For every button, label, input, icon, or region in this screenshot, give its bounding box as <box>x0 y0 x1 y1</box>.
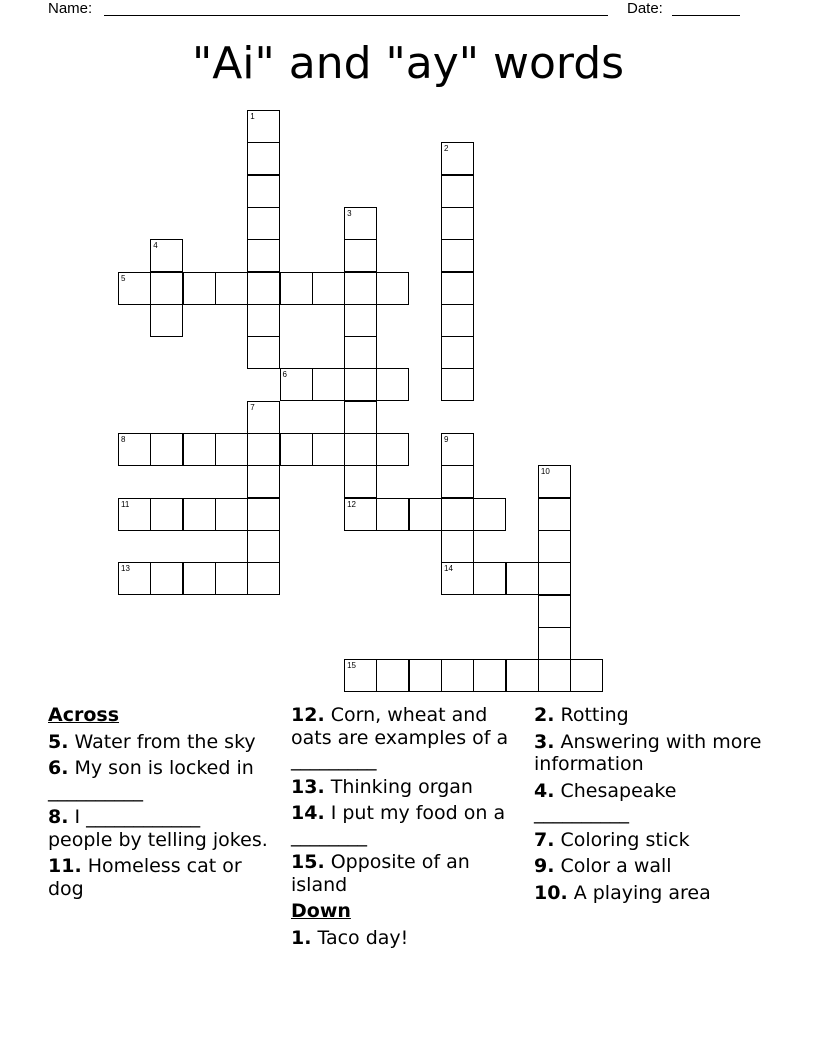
grid-cell[interactable] <box>247 272 280 305</box>
grid-cell[interactable] <box>441 659 474 692</box>
clue-text: Thinking organ <box>324 775 473 798</box>
clue-number: 13. <box>291 775 325 798</box>
clue-number: 4. <box>534 779 555 802</box>
cell-number: 11 <box>121 499 130 509</box>
grid-cell[interactable] <box>376 272 409 305</box>
grid-cell[interactable] <box>538 498 571 531</box>
grid-cell[interactable] <box>441 433 474 466</box>
grid-cell[interactable] <box>344 207 377 240</box>
grid-cell[interactable] <box>247 336 280 369</box>
grid-cell[interactable] <box>409 498 442 531</box>
grid-cell[interactable] <box>247 530 280 563</box>
grid-cell[interactable] <box>441 207 474 240</box>
grid-cell[interactable] <box>247 562 280 595</box>
clue-number: 1. <box>291 926 312 949</box>
grid-cell[interactable] <box>441 368 474 401</box>
grid-cell[interactable] <box>344 401 377 434</box>
clues-column-1 <box>48 704 270 904</box>
clue-across-12 <box>291 704 513 772</box>
grid-cell[interactable] <box>280 368 313 401</box>
grid-cell[interactable] <box>118 498 151 531</box>
clue-text: Corn, wheat and oats are examples of a _________ <box>291 704 509 771</box>
grid-cell[interactable] <box>344 433 377 466</box>
grid-cell[interactable] <box>441 142 474 175</box>
clue-number: 14. <box>291 802 325 824</box>
grid-cell[interactable] <box>376 433 409 466</box>
grid-cell[interactable] <box>215 562 248 595</box>
cell-number: 10 <box>540 467 550 477</box>
clue-text: I ____________ people by telling jokes. <box>48 806 268 851</box>
clue-text: Homeless cat or dog <box>48 855 242 900</box>
grid-cell[interactable] <box>247 239 280 272</box>
clue-across-8 <box>48 806 270 851</box>
cell-number: 5 <box>121 273 126 283</box>
clue-number: 9. <box>534 855 555 877</box>
grid-cell[interactable] <box>247 498 280 531</box>
grid-cell[interactable] <box>247 207 280 240</box>
grid-cell[interactable] <box>344 336 377 369</box>
grid-cell[interactable] <box>570 659 603 692</box>
grid-cell[interactable] <box>183 562 216 595</box>
grid-cell[interactable] <box>441 175 474 208</box>
grid-cell[interactable] <box>506 659 539 692</box>
cell-number: 13 <box>121 564 130 574</box>
clue-across-11 <box>48 855 270 900</box>
grid-cell[interactable] <box>409 659 442 692</box>
clue-down-9 <box>534 855 774 878</box>
grid-cell[interactable] <box>247 401 280 434</box>
grid-cell[interactable] <box>280 272 313 305</box>
cell-number: 6 <box>282 370 287 380</box>
clue-text: Color a wall <box>554 855 672 877</box>
grid-cell[interactable] <box>538 627 571 660</box>
grid-cell[interactable] <box>247 433 280 466</box>
clue-text: Opposite of an island <box>291 851 470 896</box>
grid-cell[interactable] <box>247 465 280 498</box>
grid-cell[interactable] <box>215 433 248 466</box>
grid-cell[interactable] <box>441 562 474 595</box>
grid-cell[interactable] <box>538 595 571 628</box>
grid-cell[interactable] <box>344 498 377 531</box>
grid-cell[interactable] <box>441 465 474 498</box>
clue-across-5 <box>48 731 270 754</box>
grid-cell[interactable] <box>538 530 571 563</box>
grid-cell[interactable] <box>150 562 183 595</box>
cell-number: 4 <box>153 241 158 251</box>
clue-number: 15. <box>291 851 325 873</box>
grid-cell[interactable] <box>312 433 345 466</box>
grid-cell[interactable] <box>441 239 474 272</box>
clue-down-3 <box>534 731 774 776</box>
grid-cell[interactable] <box>376 659 409 692</box>
grid-cell[interactable] <box>344 239 377 272</box>
cell-number: 14 <box>444 564 453 574</box>
grid-cell[interactable] <box>247 175 280 208</box>
clue-down-4 <box>534 780 774 825</box>
cell-number: 8 <box>121 435 126 444</box>
cell-number: 7 <box>250 402 255 412</box>
grid-cell[interactable] <box>150 304 183 337</box>
clue-down-2 <box>534 704 774 727</box>
down-heading: Down <box>291 900 351 922</box>
grid-cell[interactable] <box>183 272 216 305</box>
grid-cell[interactable] <box>441 272 474 305</box>
clue-number: 8. <box>48 806 69 828</box>
grid-cell[interactable] <box>473 659 506 692</box>
grid-cell[interactable] <box>150 272 183 305</box>
grid-cell[interactable] <box>183 433 216 466</box>
grid-cell[interactable] <box>538 562 571 595</box>
clue-number: 11. <box>48 855 82 877</box>
clue-text: Chesapeake __________ <box>534 779 677 824</box>
grid-cell[interactable] <box>441 530 474 563</box>
grid-cell[interactable] <box>473 562 506 595</box>
clue-down-7 <box>534 829 774 852</box>
cell-number: 3 <box>347 208 352 218</box>
grid-cell[interactable] <box>344 659 377 692</box>
clue-text: Answering with more information <box>534 730 762 775</box>
clue-down-1 <box>291 927 513 950</box>
grid-cell[interactable] <box>538 465 571 498</box>
grid-cell[interactable] <box>344 272 377 305</box>
grid-cell[interactable] <box>150 433 183 466</box>
clue-text: Water from the sky <box>68 730 256 753</box>
across-heading: Across <box>48 704 120 726</box>
clue-across-15 <box>291 851 513 896</box>
grid-cell[interactable] <box>118 272 151 305</box>
clue-number: 3. <box>534 730 555 753</box>
grid-cell[interactable] <box>344 465 377 498</box>
clue-number: 2. <box>534 704 555 726</box>
clue-number: 6. <box>48 757 69 779</box>
grid-cell[interactable] <box>150 498 183 531</box>
clue-text: I put my food on a ________ <box>291 802 506 847</box>
clue-number: 5. <box>48 730 69 753</box>
grid-cell[interactable] <box>150 239 183 272</box>
cell-number: 15 <box>347 661 356 671</box>
clue-across-6 <box>48 757 270 802</box>
grid-cell[interactable] <box>441 498 474 531</box>
grid-cell[interactable] <box>118 433 151 466</box>
grid-cell[interactable] <box>280 433 313 466</box>
clue-number: 7. <box>534 828 555 851</box>
grid-cell[interactable] <box>312 368 345 401</box>
grid-cell[interactable] <box>312 272 345 305</box>
grid-cell[interactable] <box>344 304 377 337</box>
clue-text: My son is locked in __________ <box>48 757 254 802</box>
grid-cell[interactable] <box>441 304 474 337</box>
clues-column-2 <box>291 704 513 953</box>
date-label: Date: <box>627 0 663 17</box>
grid-cell[interactable] <box>215 498 248 531</box>
grid-cell[interactable] <box>441 336 474 369</box>
cell-number: 12 <box>347 499 356 509</box>
grid-cell[interactable] <box>118 562 151 595</box>
grid-cell[interactable] <box>376 498 409 531</box>
grid-cell[interactable] <box>183 498 216 531</box>
clue-number: 10. <box>534 881 568 904</box>
clue-across-14 <box>291 802 513 847</box>
clues-column-3 <box>534 704 774 908</box>
grid-cell[interactable] <box>247 142 280 175</box>
clue-across-13 <box>291 776 513 799</box>
grid-cell[interactable] <box>506 562 539 595</box>
grid-cell[interactable] <box>344 368 377 401</box>
grid-cell[interactable] <box>538 659 571 692</box>
clue-text: Taco day! <box>311 926 409 949</box>
clue-down-10 <box>534 882 774 905</box>
grid-cell[interactable] <box>473 498 506 531</box>
clue-text: Rotting <box>554 704 629 726</box>
grid-cell[interactable] <box>376 368 409 401</box>
cell-number: 9 <box>444 435 449 444</box>
clue-text: Coloring stick <box>554 828 690 851</box>
page-title: "Ai" and "ay" words <box>191 38 625 89</box>
clue-text: A playing area <box>567 881 711 904</box>
grid-cell[interactable] <box>215 272 248 305</box>
grid-cell[interactable] <box>247 304 280 337</box>
cell-number: 2 <box>444 144 449 154</box>
name-label: Name: <box>48 0 93 17</box>
cell-number: 1 <box>250 112 255 121</box>
grid-cell[interactable] <box>247 110 280 143</box>
clue-number: 12. <box>291 704 325 726</box>
